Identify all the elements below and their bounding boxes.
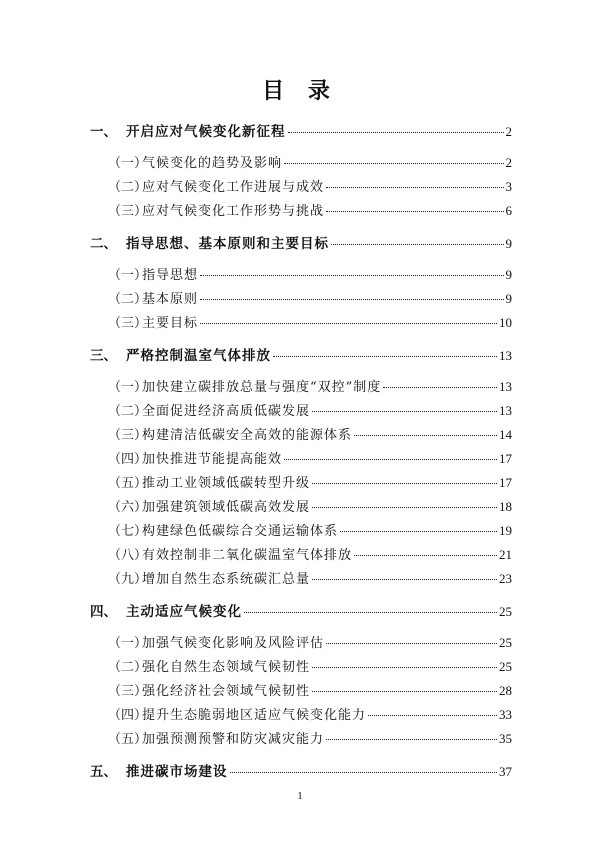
toc-entry-title: 加强预测预警和防灾减灾能力 xyxy=(142,732,325,747)
toc-entry-page: 13 xyxy=(499,348,512,363)
toc-entry-number: 四、 xyxy=(90,604,117,620)
toc-section-entry[interactable] xyxy=(108,472,512,491)
toc-entry-page: 19 xyxy=(499,523,512,538)
toc-entry-number: （五） xyxy=(108,476,148,491)
toc-entry-number: （一） xyxy=(108,380,148,395)
toc-entry-number: （五） xyxy=(108,732,148,747)
toc-entry-page: 25 xyxy=(499,659,512,674)
toc-dot-leader xyxy=(200,299,503,300)
toc-entry-number: （八） xyxy=(108,548,148,563)
toc-section-entry[interactable] xyxy=(108,200,512,219)
toc-entry-number: （二） xyxy=(108,180,148,195)
toc-section-entry[interactable] xyxy=(108,264,512,283)
toc-entry-number: （一） xyxy=(108,636,148,651)
toc-entry-page: 3 xyxy=(505,179,512,194)
toc-title: 目 录 xyxy=(262,79,338,104)
toc-entry-page: 17 xyxy=(499,475,512,490)
toc-chapter-entry[interactable] xyxy=(90,760,512,780)
toc-entry-title: 加强气候变化影响及风险评估 xyxy=(142,636,325,651)
toc-dot-leader xyxy=(312,411,497,412)
toc-entry-page: 14 xyxy=(499,427,512,442)
toc-dot-leader xyxy=(200,275,503,276)
toc-dot-leader xyxy=(354,555,497,556)
toc-section-entry[interactable] xyxy=(108,680,512,699)
toc-dot-leader xyxy=(244,612,497,613)
toc-entry-title: 推进碳市场建设 xyxy=(126,764,228,780)
toc-entry-title: 加强建筑领域低碳高效发展 xyxy=(142,500,311,515)
toc-dot-leader xyxy=(230,772,498,773)
toc-dot-leader xyxy=(326,211,503,212)
toc-entry-page: 25 xyxy=(499,635,512,650)
toc-section-entry[interactable] xyxy=(108,400,512,419)
toc-dot-leader xyxy=(200,323,497,324)
toc-entry-page: 13 xyxy=(499,379,512,394)
toc-entry-title: 指导思想、基本原则和主要目标 xyxy=(126,236,329,252)
toc-entry-title: 强化经济社会领域气候韧性 xyxy=(142,684,311,699)
toc-entry-title: 提升生态脆弱地区适应气候变化能力 xyxy=(142,708,367,723)
toc-entry-page: 21 xyxy=(499,547,512,562)
toc-entry-page: 10 xyxy=(499,315,512,330)
toc-entry-title: 应对气候变化工作形势与挑战 xyxy=(142,204,325,219)
toc-entry-number: 三、 xyxy=(90,348,117,364)
toc-entry-title: 增加自然生态系统碳汇总量 xyxy=(142,572,311,587)
toc-entry-title: 有效控制非二氧化碳温室气体排放 xyxy=(142,548,353,563)
toc-entry-number: （三） xyxy=(108,204,148,219)
toc-entry-page: 35 xyxy=(499,731,512,746)
toc-entry-number: （九） xyxy=(108,572,148,587)
toc-entry-number: 五、 xyxy=(90,764,117,780)
toc-section-entry[interactable] xyxy=(108,544,512,563)
toc-entry-title: 加快推进节能提高能效 xyxy=(142,452,283,467)
toc-entry-number: （四） xyxy=(108,452,148,467)
toc-dot-leader xyxy=(312,579,497,580)
toc-entry-page: 23 xyxy=(499,571,512,586)
toc-entry-number: （二） xyxy=(108,404,148,419)
toc-dot-leader xyxy=(331,244,504,245)
toc-section-entry[interactable] xyxy=(108,288,512,307)
toc-entry-title: 加快建立碳排放总量与强度“双控”制度 xyxy=(142,380,382,395)
toc-section-entry[interactable] xyxy=(108,520,512,539)
toc-entry-number: （四） xyxy=(108,708,148,723)
toc-chapter-entry[interactable] xyxy=(90,344,512,364)
toc-dot-leader xyxy=(284,163,503,164)
toc-dot-leader xyxy=(312,507,497,508)
toc-entry-page: 17 xyxy=(499,451,512,466)
toc-dot-leader xyxy=(383,387,497,388)
toc-entry-number: 二、 xyxy=(90,236,117,252)
toc-entry-page: 9 xyxy=(505,267,512,282)
toc-entry-page: 2 xyxy=(505,155,512,170)
toc-section-entry[interactable] xyxy=(108,312,512,331)
toc-entry-page: 28 xyxy=(499,683,512,698)
toc-dot-leader xyxy=(312,691,497,692)
toc-section-entry[interactable] xyxy=(108,728,512,747)
toc-dot-leader xyxy=(288,132,504,133)
toc-entry-page: 6 xyxy=(505,203,512,218)
toc-entry-title: 应对气候变化工作进展与成效 xyxy=(142,180,325,195)
toc-entry-number: （二） xyxy=(108,292,148,307)
toc-entry-page: 13 xyxy=(499,403,512,418)
toc-entry-page: 9 xyxy=(505,236,512,251)
toc-section-entry[interactable] xyxy=(108,424,512,443)
toc-entry-page: 9 xyxy=(505,291,512,306)
toc-entry-page: 37 xyxy=(499,764,512,779)
toc-entry-title: 指导思想 xyxy=(142,268,199,283)
toc-entry-page: 2 xyxy=(505,124,512,139)
toc-chapter-entry[interactable] xyxy=(90,120,512,140)
toc-entry-number: （一） xyxy=(108,268,148,283)
toc-entry-page: 25 xyxy=(499,604,512,619)
toc-entry-title: 基本原则 xyxy=(142,292,199,307)
toc-dot-leader xyxy=(340,531,497,532)
toc-section-entry[interactable] xyxy=(108,656,512,675)
toc-entry-number: （七） xyxy=(108,524,148,539)
toc-entry-number: （三） xyxy=(108,316,148,331)
toc-dot-leader xyxy=(326,739,497,740)
toc-dot-leader xyxy=(284,459,497,460)
toc-entry-title: 主要目标 xyxy=(142,316,199,331)
toc-entry-number: （六） xyxy=(108,500,148,515)
toc-section-entry[interactable] xyxy=(108,176,512,195)
toc-entry-page: 33 xyxy=(499,707,512,722)
toc-entry-title: 构建清洁低碳安全高效的能源体系 xyxy=(142,428,353,443)
toc-section-entry[interactable] xyxy=(108,568,512,587)
toc-dot-leader xyxy=(326,643,497,644)
toc-dot-leader xyxy=(273,356,497,357)
toc-entry-title: 强化自然生态领域气候韧性 xyxy=(142,660,311,675)
toc-chapter-entry[interactable] xyxy=(90,600,512,620)
toc-dot-leader xyxy=(368,715,497,716)
toc-section-entry[interactable] xyxy=(108,632,512,651)
toc-entry-page: 18 xyxy=(499,499,512,514)
toc-entry-number: 一、 xyxy=(90,124,117,140)
toc-chapter-entry[interactable] xyxy=(90,232,512,252)
toc-dot-leader xyxy=(312,483,497,484)
toc-dot-leader xyxy=(354,435,497,436)
toc-entry-number: （三） xyxy=(108,684,148,699)
toc-entry-title: 构建绿色低碳综合交通运输体系 xyxy=(142,524,339,539)
toc-entry-title: 严格控制温室气体排放 xyxy=(126,348,271,364)
toc-section-entry[interactable] xyxy=(108,448,512,467)
toc-section-entry[interactable] xyxy=(108,496,512,515)
toc-dot-leader xyxy=(326,187,503,188)
toc-section-entry[interactable] xyxy=(108,376,512,395)
toc-dot-leader xyxy=(312,667,497,668)
page-number: 1 xyxy=(297,790,303,802)
toc-section-entry[interactable] xyxy=(108,704,512,723)
toc-entry-number: （一） xyxy=(108,156,148,171)
toc-entry-title: 全面促进经济高质低碳发展 xyxy=(142,404,311,419)
toc-entry-title: 气候变化的趋势及影响 xyxy=(142,156,283,171)
toc-entry-title: 主动适应气候变化 xyxy=(126,604,242,620)
toc-entry-number: （三） xyxy=(108,428,148,443)
toc-section-entry[interactable] xyxy=(108,152,512,171)
toc-entry-number: （二） xyxy=(108,660,148,675)
toc-entry-title: 开启应对气候变化新征程 xyxy=(126,124,286,140)
toc-entry-title: 推动工业领域低碳转型升级 xyxy=(142,476,311,491)
